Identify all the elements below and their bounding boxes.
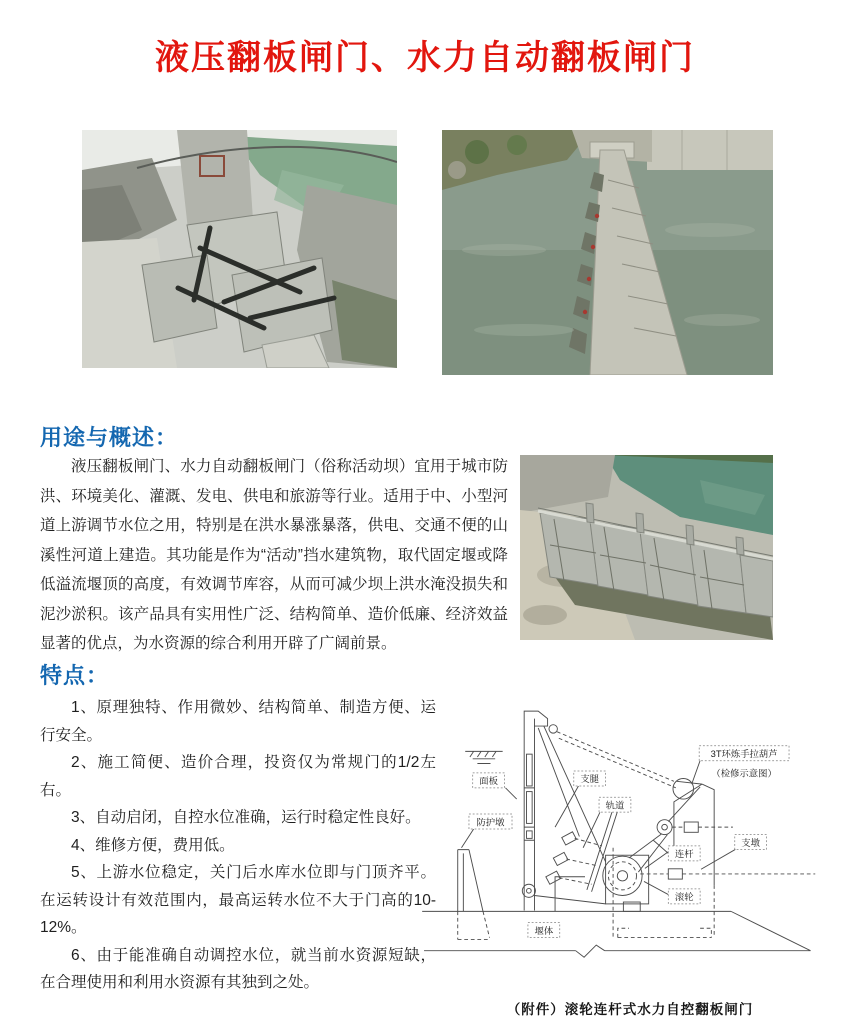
page-title: 液压翻板闸门、水力自动翻板闸门 [155,39,695,77]
photo-river-weir [442,130,773,375]
label-roller: 滚轮 [674,892,694,903]
feature-item-6: 6、由于能准确自动调控水位，就当前水资源短缺，在合理使用和利用水资源有其独到之处。 [40,946,436,991]
label-hoist-note: （检修示意图） [711,768,777,779]
label-guard-pier: 防护墩 [476,817,505,828]
label-track: 轨道 [605,800,625,811]
overview-paragraph: 液压翻板闸门、水力自动翻板闸门（俗称活动坝）宜用于城市防洪、环境美化、灌溉、发电、供电和旅游等行业。适用于中、小型河道上游调节水位之用，特别是在洪水暴涨暴落，供电、交通不便的山溪性河道上建造。其功能是作为“活动”挡水建筑物，取代固定堰或降低溢流堰顶的高度，有效调节库容，从而可减少坝上洪水淹没损失和泥沙淤积。该产品具有实用性广泛、结构简单、造价低廉、经济效益显著的优点，为水资源的综合利用开辟了广阔前景。 [40,458,508,652]
diagram-labels [469,746,789,938]
feature-item-2: 2、施工简便、造价合理，投资仅为常规门的1/2左右。 [40,754,436,799]
flap-gate-closeup-art [82,130,397,368]
gate-panel-shape [524,711,547,910]
link-pulley [657,820,672,835]
overview-heading: 用途与概述： [40,425,179,450]
feature-item-4: 4、维修方便，费用低。 [71,836,235,854]
feature-item-3: 3、自动启闭，自控水位准确，运行时稳定性良好。 [71,809,421,826]
photo-gate-row [520,455,773,640]
technical-diagram [408,698,850,990]
label-support-leg: 支腿 [580,774,600,785]
photo-flap-gate-closeup [82,130,397,368]
feature-item-1: 1、原理独特、作用微妙、结构简单、制造方便、运行安全。 [40,699,436,744]
diagram-caption: （附件）滚轮连杆式水力自控翻板闸门 [506,1002,754,1017]
gate-row-art [520,455,773,640]
label-hoist: 3T环炼手拉葫芦 [710,748,778,759]
water-level-symbol [465,751,502,763]
label-panel: 面板 [479,776,498,787]
guard-pier-shape [458,850,483,912]
feature-item-5: 5、上游水位稳定，关门后水库水位即与门顶齐平。在运转设计有效范围内，最高运转水位不大于门高的10-12%。 [40,864,436,936]
diagram-art [408,698,850,990]
support-pier-shape [645,784,714,885]
river-weir-art [442,130,773,375]
label-weir-body: 堰体 [534,925,554,936]
label-support-pier: 支墩 [741,837,761,848]
label-link-rod: 连杆 [674,849,694,860]
features-heading: 特点： [40,663,110,688]
features-list [40,694,436,997]
